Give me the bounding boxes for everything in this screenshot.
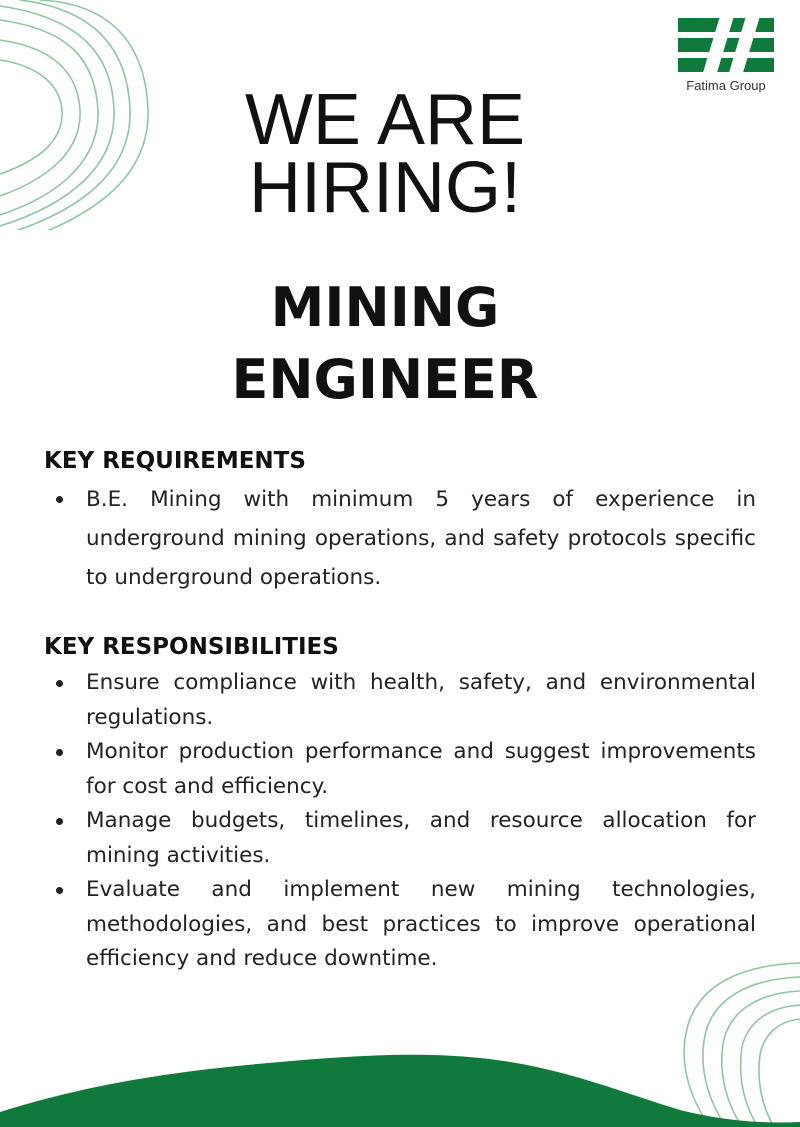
responsibilities-list	[44, 666, 756, 977]
job-title	[150, 272, 620, 416]
key-responsibilities-section	[44, 632, 756, 977]
logo-brand-name: Fatima Group	[686, 78, 766, 93]
responsibility-item: Monitor production performance and suggest improvements for cost and efficiency.	[44, 735, 756, 804]
headline-line-1: WE ARE	[244, 80, 526, 160]
responsibility-item: Ensure compliance with health, safety, and environmental regulations.	[44, 666, 756, 735]
requirement-item: B.E. Mining with minimum 5 years of experience in underground mining operations, and safety protocols specific to underground operations.	[44, 480, 756, 597]
job-title-line-2: ENGINEER	[231, 348, 539, 411]
decorative-wave-bottom	[0, 1052, 800, 1127]
key-requirements-heading: KEY REQUIREMENTS	[44, 448, 306, 474]
requirements-list	[44, 480, 756, 597]
fatima-group-logo	[672, 16, 780, 93]
headline-line-2: HIRING!	[248, 148, 521, 228]
decorative-arcs-top-left	[0, 0, 150, 230]
hiring-headline	[150, 80, 620, 228]
key-requirements-section	[44, 446, 756, 597]
key-responsibilities-heading: KEY RESPONSIBILITIES	[44, 634, 339, 660]
responsibility-item: Manage budgets, timelines, and resource allocation for mining activities.	[44, 804, 756, 873]
job-title-line-1: MINING	[270, 276, 500, 339]
responsibility-item: Evaluate and implement new mining technologies, methodologies, and best practices to improve operational efficiency and reduce downtime.	[44, 873, 756, 977]
fatima-group-logo-mark	[676, 16, 776, 76]
